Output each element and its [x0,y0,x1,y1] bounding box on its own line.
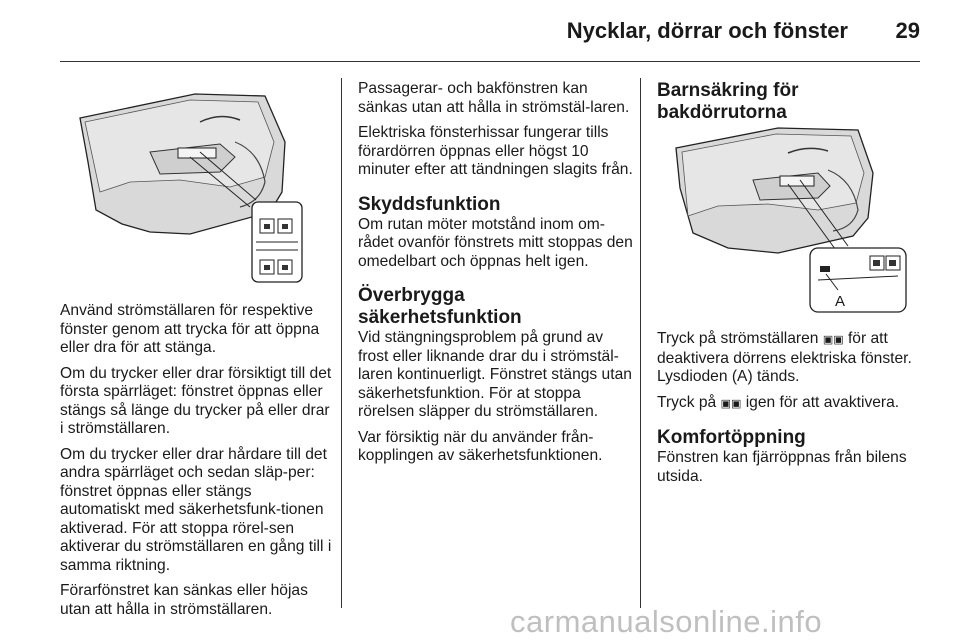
column-1-text [60,302,332,626]
column-divider-1 [341,78,342,608]
watermark: carmanualsonline.info [510,604,823,639]
section-heading-komfortoppning: Komfortöppning [657,427,806,448]
paragraph: Var försiktig när du använder från-kopplingen av säkerhetsfunktionen. [358,428,603,464]
text-fragment: Tryck på [657,393,717,411]
column-divider-2 [640,78,641,608]
paragraph: Vid stängningsproblem på grund av frost eller liknande drar du i strömstäl-laren kontinuerligt. Fönstret stängs utan säkerhetsfunktion. För at stoppa rörelsen släpper du strömställaren. [358,329,632,420]
page-header-title: Nycklar, dörrar och fönster [566,18,848,43]
paragraph: Förarfönstret kan sänkas eller höjas utan att hålla in strömställaren. [60,582,308,618]
paragraph: Använd strömställaren för respektive fönster genom att trycka för att öppna eller dra för att stänga. [60,302,320,356]
paragraph: Elektriska fönsterhissar fungerar tills förardörren öppnas eller högst 10 minuter efter att tändningen slagits från. [358,124,633,178]
child-lock-illustration [668,118,913,318]
paragraph: Fönstren kan fjärröppnas från bilens utsida. [657,449,907,485]
text-fragment: igen för att avaktivera. [745,393,900,411]
section-heading-skyddsfunktion: Skyddsfunktion [358,193,501,215]
column-3-text [657,330,932,493]
callout-label-a: A [835,293,846,310]
paragraph: Om rutan möter motstånd inom om-rådet ovanför fönstrets mitt stoppas den omedelbart och öppnas helt igen. [358,215,633,270]
door-switch-illustration [60,82,320,287]
column-2-text [358,80,633,473]
page-number: 29 [895,18,920,43]
paragraph: Om du trycker eller drar försiktigt till det första spärrläget: fönstret öppnas eller stängs så länge du trycker på eller drar i strömställaren. [60,364,332,437]
section-heading-barnsakring: Barnsäkring för bakdörrutorna [657,80,799,123]
text-fragment: för att deaktivera dörrens elektriska fönster. Lysdioden (A) tänds. [657,330,912,385]
paragraph [657,330,932,387]
child-lock-icon: ▣▣ [822,334,844,346]
text-fragment: Tryck på strömställaren [657,330,819,347]
header-rule [60,61,920,62]
paragraph: Passagerar- och bakfönstren kan sänkas utan att hålla in strömstäl-laren. [358,80,630,116]
section-heading-overbrygga: Överbrygga säkerhetsfunktion [358,285,522,328]
paragraph: Om du trycker eller drar hårdare till det andra spärrläget och sedan släp-per: fönstret öppnas eller stängs automatiskt med säkerhetsfunk-tionen aktiverad. För att stoppa rörel-sen aktiverar du strömställaren en gång till i samma riktning. [60,445,332,574]
child-lock-icon: ▣▣ [720,397,742,410]
paragraph [657,394,932,414]
